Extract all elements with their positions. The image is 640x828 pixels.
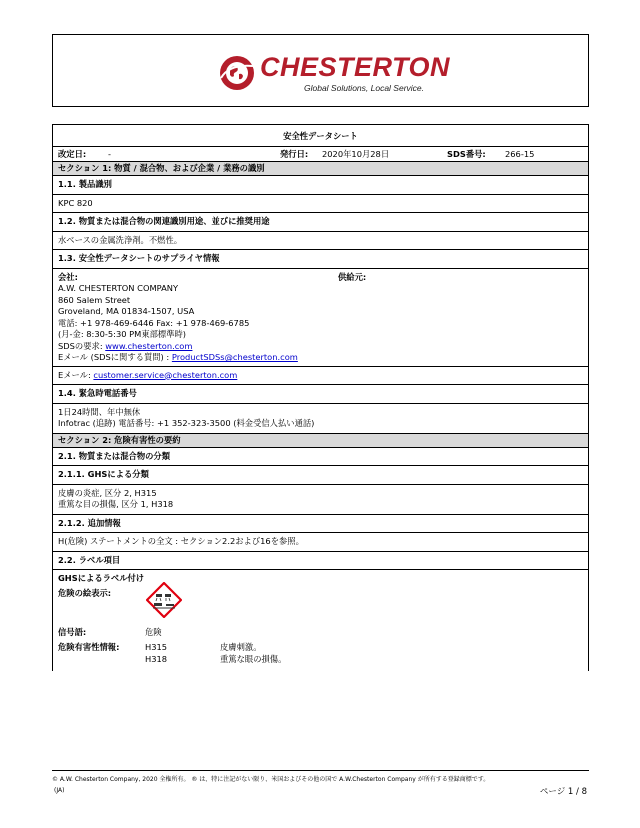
hazard-code: H318 [145, 654, 168, 664]
s2-1-1-title: 2.1.1. GHSによる分類 [53, 466, 588, 485]
hazard-code: H315 [145, 642, 168, 652]
issue-label: 発行日: [280, 149, 309, 159]
ghs-label-title: GHSによるラベル付け [58, 573, 145, 583]
company-line: Groveland, MA 01834-1507, USA [58, 306, 195, 316]
section-1-heading: セクション 1: 物質 / 混合物、および企業 / 業務の識別 [53, 162, 588, 176]
s2-2-title: 2.2. ラベル項目 [53, 552, 588, 571]
product-id: KPC 820 [53, 195, 588, 214]
revision-label: 改定日: [58, 149, 87, 159]
intended-use: 水ベースの金属洗浄剤。不燃性。 [53, 232, 588, 251]
revision-value: - [108, 149, 111, 159]
globe-logo-icon [218, 54, 256, 92]
classification-line: 重篤な目の損傷, 区分 1, H318 [58, 499, 174, 509]
brand-tagline: Global Solutions, Local Service. [304, 83, 425, 93]
s2-1-title: 2.1. 物質または混合物の分類 [53, 448, 588, 467]
hazard-text: 重篤な眼の損傷。 [220, 654, 287, 664]
section-2-heading: セクション 2: 危険有害性の要約 [53, 434, 588, 448]
company-line: A.W. CHESTERTON COMPANY [58, 283, 179, 293]
hazard-statements-label: 危険有害性情報: [58, 642, 120, 652]
language-code: (JA) [54, 787, 65, 794]
footer [52, 770, 589, 797]
s1-3-title: 1.3. 安全性データシートのサプライヤ情報 [53, 250, 588, 269]
supplier-block [53, 269, 588, 367]
email2-label: Eメール: [58, 369, 94, 380]
emergency-line: 1日24時間、年中無休 [58, 406, 141, 417]
brand-name: CHESTERTON [260, 52, 451, 82]
emergency-line: Infotrac (追跡) 電話番号: +1 352-323-3500 (料金受信人払い通話) [58, 418, 315, 428]
s1-4-title: 1.4. 緊急時電話番号 [53, 385, 588, 404]
sds-number-value: 266-15 [505, 149, 535, 159]
signal-label: 信号語: [58, 627, 87, 637]
hazard-text: 皮膚刺激。 [220, 642, 262, 652]
ghs05-corrosion-icon [146, 582, 182, 618]
copyright-notice: © A.W. Chesterton Company, 2020 全権所有。 ® は、特に注記がない限り、米国およびその他の国で A.W.Chesterton Company が所有する登録商標です。 [52, 776, 490, 783]
company-label: 会社: [58, 271, 78, 282]
emergency-block [53, 404, 588, 434]
s1-1-title: 1.1. 製品識別 [53, 176, 588, 195]
website-link[interactable]: www.chesterton.com [105, 340, 193, 351]
company-line: 860 Salem Street [58, 294, 131, 305]
supplier-label: 供給元: [338, 271, 367, 282]
email1-line [58, 352, 583, 364]
label-block [53, 570, 588, 671]
sds-request-line [58, 341, 583, 353]
s2-1-2-title: 2.1.2. 追加情報 [53, 515, 588, 534]
sds-request-label: SDSの要求: [58, 340, 106, 351]
sds-number-label: SDS番号: [447, 149, 486, 159]
chesterton-logo [216, 52, 456, 97]
page-number: ページ 1 / 8 [539, 787, 587, 797]
email1-label: Eメール (SDSに関する質問) : [58, 352, 172, 362]
ghs-classification [53, 485, 588, 515]
additional-info: H(危険) ステートメントの全文 : セクション2.2および16を参照。 [53, 533, 588, 552]
classification-line: 皮膚の炎症, 区分 2, H315 [58, 487, 157, 498]
company-line: 電話: +1 978-469-6446 Fax: +1 978-469-6785 [58, 317, 250, 328]
customer-service-email-link[interactable]: customer.service@chesterton.com [93, 369, 238, 380]
issue-value: 2020年10月28日 [322, 149, 390, 159]
email2-line [53, 367, 588, 386]
s1-2-title: 1.2. 物質または混合物の関連識別用途、並びに推奨用途 [53, 213, 588, 232]
signal-value: 危険 [145, 627, 162, 637]
pictogram-label: 危険の絵表示: [58, 588, 112, 598]
document-title: 安全性データシート [53, 125, 588, 147]
meta-row [53, 147, 588, 162]
company-line: (月-金: 8:30-5:30 PM東部標準時) [58, 329, 187, 339]
sds-sheet [52, 124, 589, 671]
product-sds-email-link[interactable]: ProductSDSs@chesterton.com [171, 352, 298, 362]
